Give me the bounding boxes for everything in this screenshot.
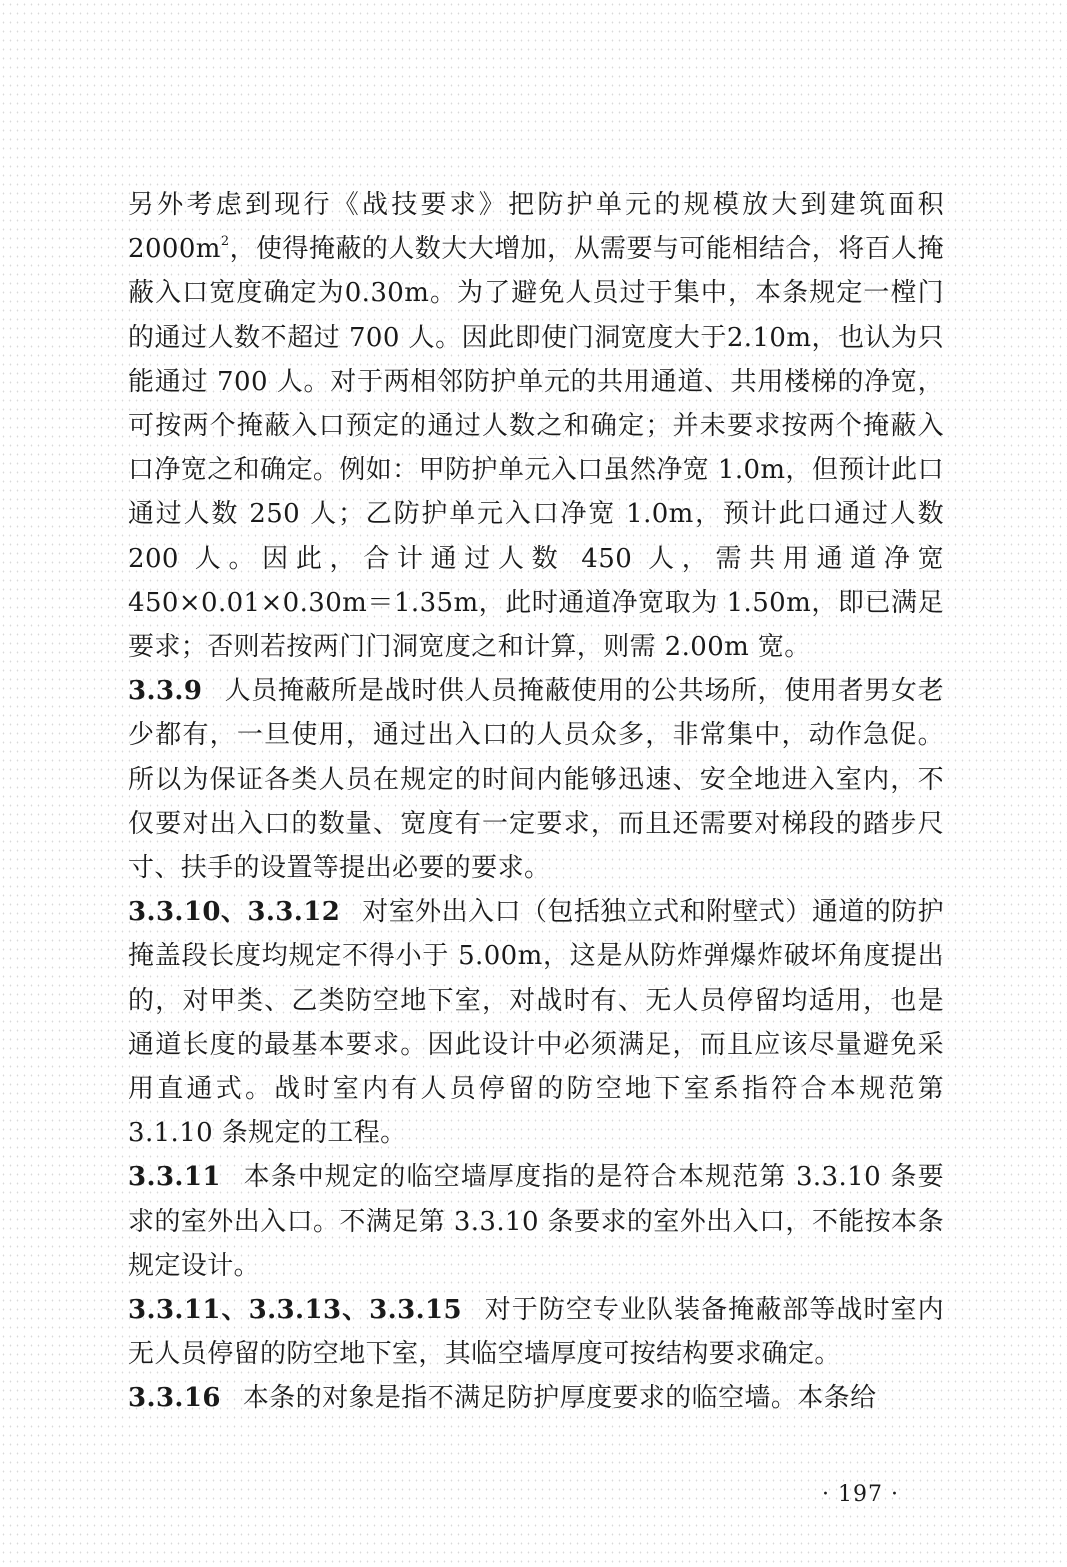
paragraph-text: ，使得掩蔽的人数大大增加，从需要与可能相结合，将百人掩蔽入口宽度确定为0.30m。为了避免人员过于集中，本条规定一樘门的通过人数不超过 700 人。因此即使门洞宽度大于2.10m，也认为只能通过 700 人。对于两相邻防护单元的共用通道、共用楼梯的净宽，可按两个掩蔽入口预定的通过人数之和确定；并未要求按两个掩蔽入口净宽之和确定。例如：甲防护单元入口虽然净宽 1.0m，但预计此口通过人数 250 人；乙防护单元入口净宽 1.0m，预计此口通过人数 200 人。因此，合计通过人数 450 人，需共用通道净宽 450×0.01×0.30m＝1.35m，此时通道净宽取为 1.50m，即已满足要求；否则若按两门门洞宽度之和计算，则需 2.00m 宽。: [128, 234, 944, 663]
clause-number: 3.3.11: [128, 1162, 221, 1193]
clause-paragraph: [128, 1288, 944, 1376]
clause-number: 3.3.10、3.3.12: [128, 897, 341, 928]
page-number: · 197 ·: [822, 1482, 899, 1507]
clause-number: 3.3.11、3.3.13、3.3.15: [128, 1295, 463, 1326]
superscript: 2: [220, 234, 230, 250]
clause-paragraph: [128, 890, 944, 1155]
clause-paragraph: [128, 669, 944, 890]
clause-number: 3.3.9: [128, 676, 203, 707]
clause-number: 3.3.16: [128, 1383, 221, 1414]
clause-text: 本条的对象是指不满足防护厚度要求的临空墙。本条给: [242, 1383, 877, 1414]
clause-paragraph: [128, 1155, 944, 1288]
clause-text: 本条中规定的临空墙厚度指的是符合本规范第 3.3.10 条要求的室外出入口。不满足第 3.3.10 条要求的室外出入口，不能按本条规定设计。: [128, 1162, 944, 1281]
clause-text: 人员掩蔽所是战时供人员掩蔽使用的公共场所，使用者男女老少都有，一旦使用，通过出入口的人员众多，非常集中，动作急促。所以为保证各类人员在规定的时间内能够迅速、安全地进入室内，不仅要对出入口的数量、宽度有一定要求，而且还需要对梯段的踏步尺寸、扶手的设置等提出必要的要求。: [128, 676, 944, 884]
clause-paragraph: [128, 1376, 944, 1420]
body-text: [128, 183, 944, 1421]
clause-text: 对于防空专业队装备掩蔽部等战时室内无人员停留的防空地下室，其临空墙厚度可按结构要求确定。: [128, 1295, 944, 1370]
paragraph-text: 另外考虑到现行《战技要求》把防护单元的规模放大到建筑面积2000m: [128, 190, 944, 265]
paragraph-continuation: [128, 183, 944, 669]
clause-text: 对室外出入口（包括独立式和附壁式）通道的防护掩盖段长度均规定不得小于 5.00m，这是从防炸弹爆炸破坏角度提出的，对甲类、乙类防空地下室，对战时有、无人员停留均适用，也是通道长度的最基本要求。因此设计中必须满足，而且应该尽量避免采用直通式。战时室内有人员停留的防空地下室系指符合本规范第 3.1.10 条规定的工程。: [128, 897, 944, 1149]
